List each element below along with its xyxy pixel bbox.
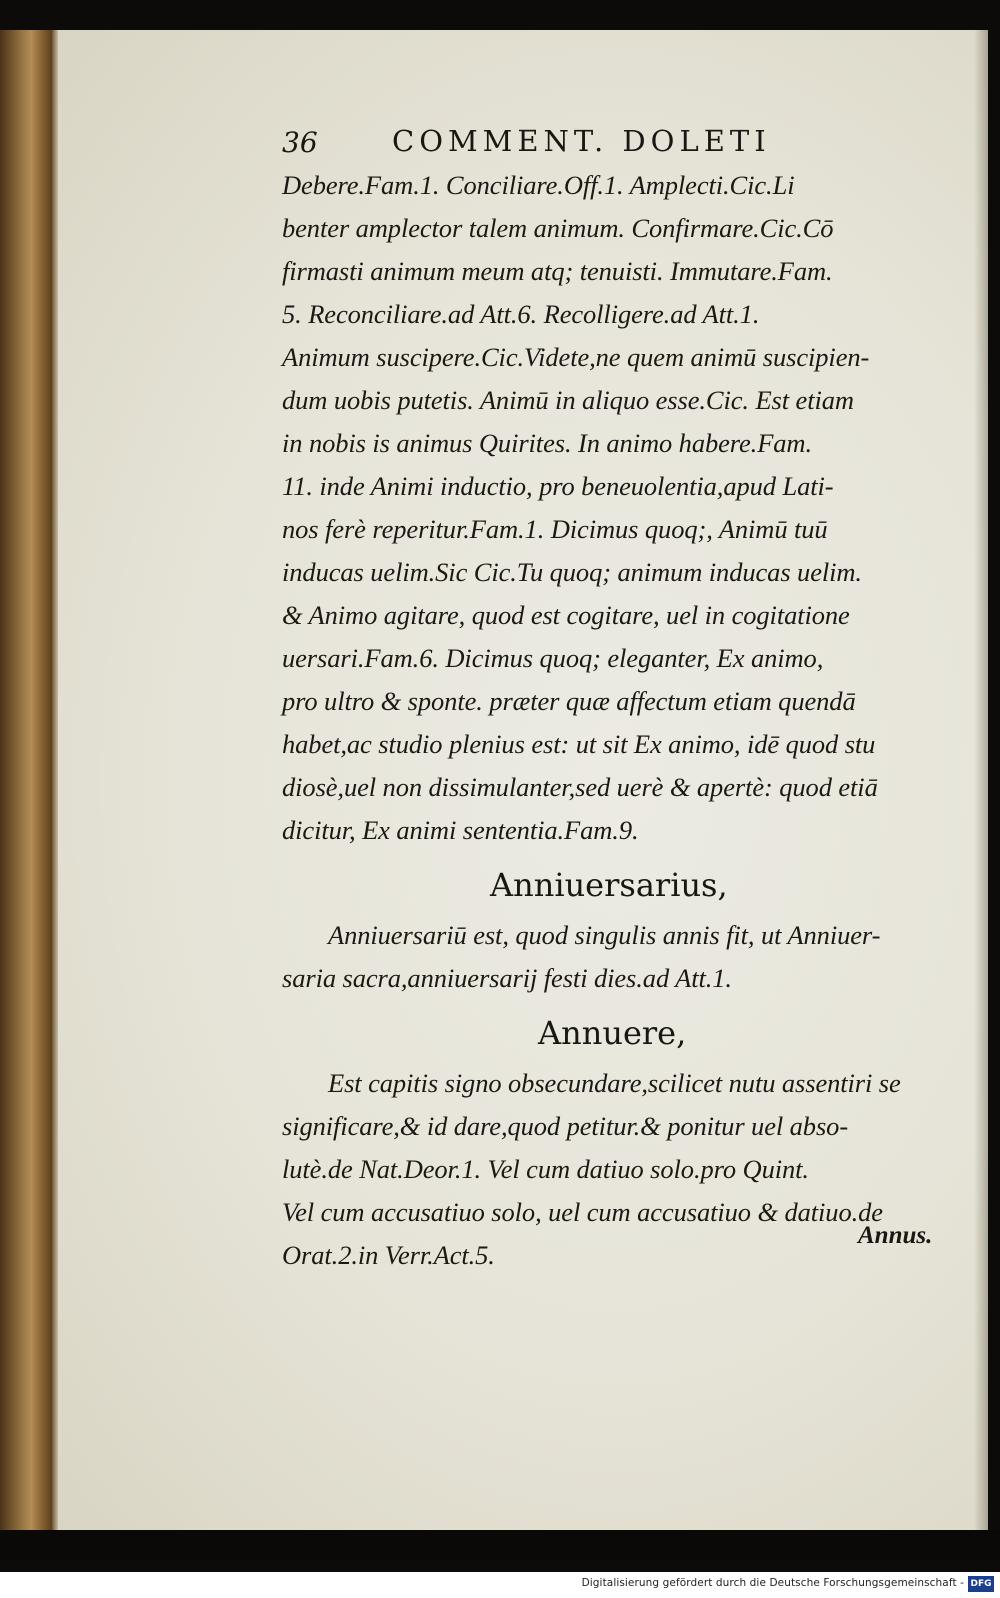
entry-heading-annuere: Annuere, xyxy=(538,1014,687,1052)
text-line: Orat.2.in Verr.Act.5. xyxy=(282,1240,495,1270)
text-line: lutè.de Nat.Deor.1. Vel cum datiuo solo.pro Quint. xyxy=(282,1154,809,1184)
text-line: Vel cum accusatiuo solo, uel cum accusatiuo & datiuo.de xyxy=(282,1197,883,1227)
text-line: 11. inde Animi inductio, pro beneuolentia,apud Lati- xyxy=(282,471,834,501)
catchword: Annus. xyxy=(858,1222,933,1249)
dfg-logo-icon: DFG xyxy=(968,1576,994,1592)
text-line: Est capitis signo obsecundare,scilicet nutu assentiri se xyxy=(328,1068,901,1098)
page-number: 36 xyxy=(282,126,318,159)
text-line: firmasti animum meum atq; tenuisti. Immutare.Fam. xyxy=(282,256,833,286)
text-line: saria sacra,anniuersarij festi dies.ad Att.1. xyxy=(282,963,732,993)
entry-heading-anniuersarius: Anniuersarius, xyxy=(490,866,728,904)
text-line: dicitur, Ex animi sententia.Fam.9. xyxy=(282,815,639,845)
credit-text: Digitalisierung gefördert durch die Deutsche Forschungsgemeinschaft - xyxy=(581,1577,964,1589)
page-header xyxy=(282,124,942,164)
text-line: habet,ac studio plenius est: ut sit Ex animo, idē quod stu xyxy=(282,729,876,759)
text-line: 5. Reconciliare.ad Att.6. Recolligere.ad Att.1. xyxy=(282,299,760,329)
credit-bar xyxy=(0,1572,1000,1598)
text-line: pro ultro & sponte. præter quæ affectum etiam quendā xyxy=(282,686,856,716)
text-line: in nobis is animus Quirites. In animo habere.Fam. xyxy=(282,428,812,458)
text-line: significare,& id dare,quod petitur.& ponitur uel abso- xyxy=(282,1111,849,1141)
scan-bottom-edge xyxy=(0,1530,1000,1560)
text-line: benter amplector talem animum. Confirmare.Cic.Cō xyxy=(282,213,834,243)
text-line: & Animo agitare, quod est cogitare, uel in cogitatione xyxy=(282,600,850,630)
text-line: inducas uelim.Sic Cic.Tu quoq; animum inducas uelim. xyxy=(282,557,862,587)
running-head: COMMENT. DOLETI xyxy=(392,124,771,158)
text-line: Debere.Fam.1. Conciliare.Off.1. Amplecti.Cic.Li xyxy=(282,170,795,200)
text-line: dum uobis putetis. Animū in aliquo esse.Cic. Est etiam xyxy=(282,385,854,415)
text-line: Anniuersariū est, quod singulis annis fit, ut Anniuer- xyxy=(328,920,881,950)
text-line: diosè,uel non dissimulanter,sed uerè & apertè: quod etiā xyxy=(282,772,878,802)
text-line: nos ferè reperitur.Fam.1. Dicimus quoq;, Animū tuū xyxy=(282,514,828,544)
text-line: Animum suscipere.Cic.Videte,ne quem animū suscipien- xyxy=(282,342,870,372)
book-spine xyxy=(0,30,52,1530)
text-line: uersari.Fam.6. Dicimus quoq; eleganter, Ex animo, xyxy=(282,643,824,673)
